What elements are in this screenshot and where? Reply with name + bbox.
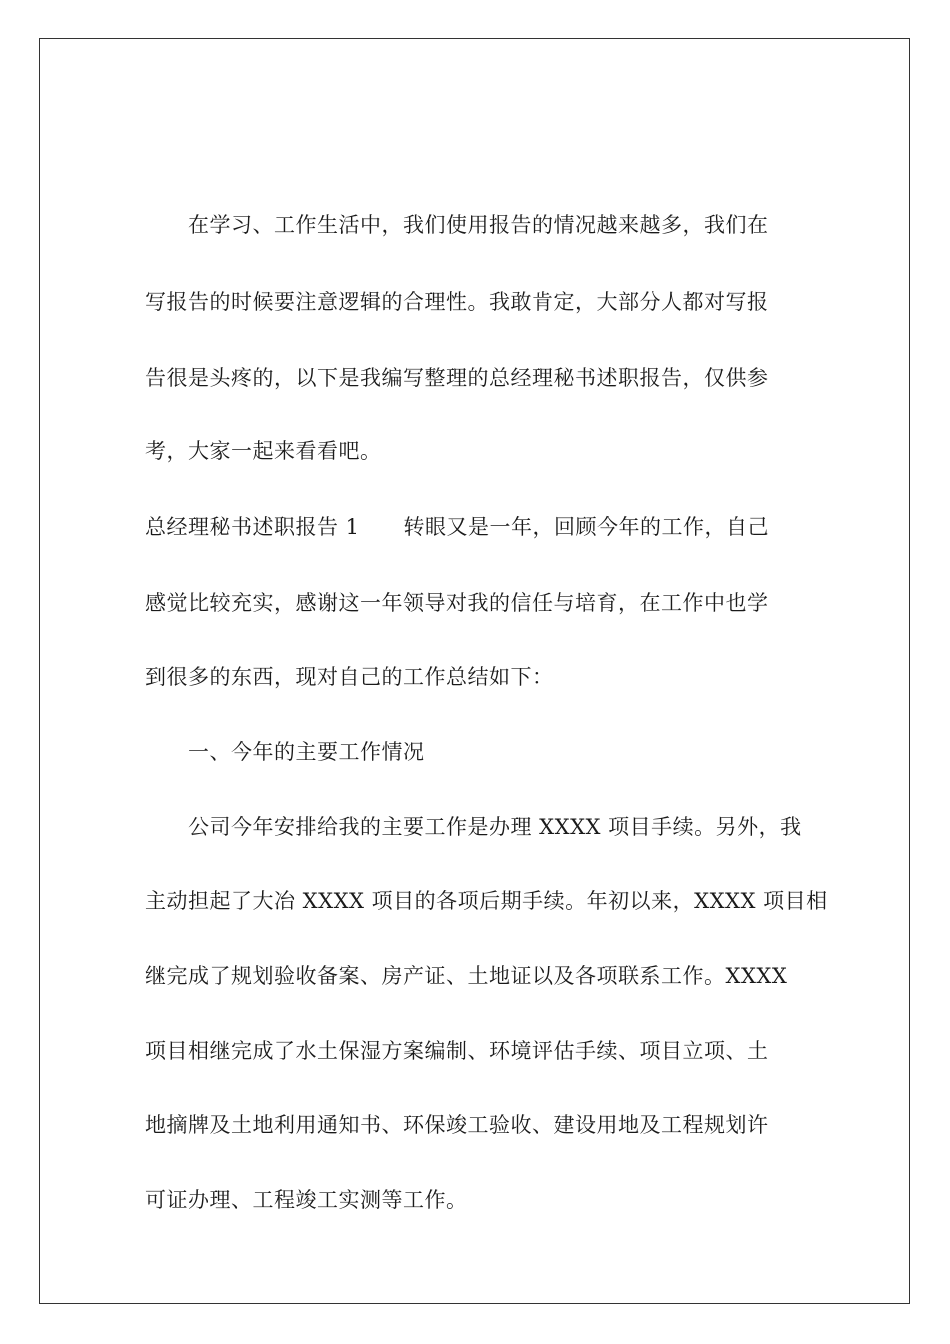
intro-line-1: 在学习、工作生活中，我们使用报告的情况越来越多，我们在 xyxy=(188,213,769,237)
section-line-6: 可证办理、工程竣工实测等工作。 xyxy=(145,1188,468,1212)
section-line-5: 地摘牌及土地利用通知书、环保竣工验收、建设用地及工程规划许 xyxy=(145,1113,769,1137)
intro-line-3: 告很是头疼的，以下是我编写整理的总经理秘书述职报告，仅供参 xyxy=(145,366,769,390)
body-line-1: 转眼又是一年，回顾今年的工作，自己 xyxy=(403,515,770,539)
section-line-4: 项目相继完成了水土保湿方案编制、环境评估手续、项目立项、土 xyxy=(145,1039,769,1063)
section-line-1: 公司今年安排给我的主要工作是办理 XXXX 项目手续。另外，我 xyxy=(188,815,802,839)
body-line-2: 感觉比较充实，感谢这一年领导对我的信任与培育，在工作中也学 xyxy=(145,591,769,615)
report-title-line xyxy=(145,512,825,542)
section-line-2: 主动担起了大冶 XXXX 项目的各项后期手续。年初以来，XXXX 项目相 xyxy=(145,889,828,913)
report-title: 总经理秘书述职报告 1 xyxy=(145,515,360,539)
section-line-3: 继完成了规划验收备案、房产证、土地证以及各项联系工作。XXXX xyxy=(145,964,788,988)
intro-line-4: 考，大家一起来看看吧。 xyxy=(145,439,382,463)
body-line-3: 到很多的东西，现对自己的工作总结如下： xyxy=(145,665,554,689)
intro-line-2: 写报告的时候要注意逻辑的合理性。我敢肯定，大部分人都对写报 xyxy=(145,290,769,314)
section-heading: 一、今年的主要工作情况 xyxy=(188,740,425,764)
